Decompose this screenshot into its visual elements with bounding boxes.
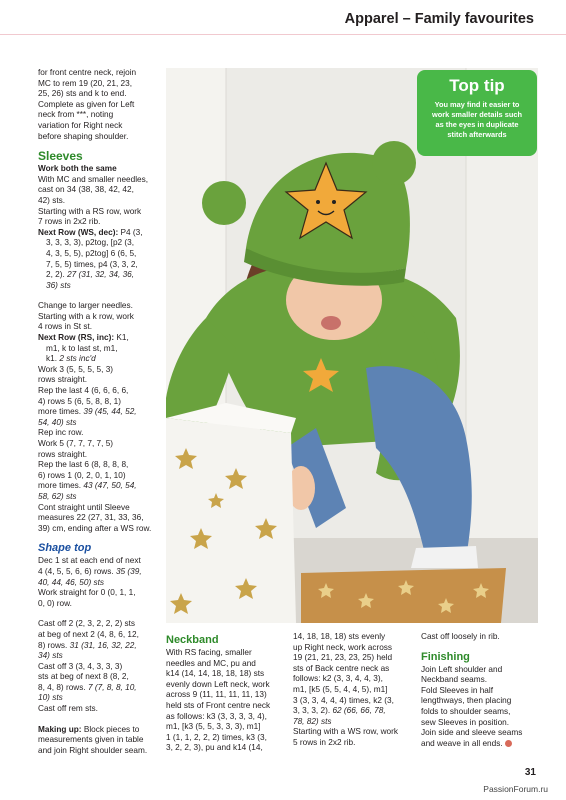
section-title: Family favourites [414,11,534,27]
text-line: 5 rows in 2x2 rib. [293,737,356,747]
text-line: m1, [k3 (5, 5, 3, 3, 3), m1] [166,722,261,732]
header-rule [0,34,566,35]
stitch-count: 40, 44, 46, 50) sts [38,577,105,587]
text-line: follows: k2 (3, 3, 4, 4, 3), [293,674,383,684]
text-line: more times. [38,407,84,417]
text-line: Rep the last 4 (6, 6, 6, 6, [38,386,129,396]
text-line: k1. [46,354,60,364]
text-line: rows straight. [38,449,88,459]
text-line: evenly down Left neck, work [166,679,270,689]
text-line: Work 3 (5, 5, 5, 5, 3) [38,364,114,374]
text-line: 2, 2). [46,270,68,280]
top-tip-title: Top tip [449,76,505,95]
text-line: P4 (3, [118,227,143,237]
text-line: before shaping shoulder. [38,131,129,141]
text-line: Change to larger needles. [38,301,133,311]
text-line: 3, 3, 3, 3), p2tog, [p2 (3, [46,238,135,248]
text-line: Complete as given for Left [38,99,135,109]
text-line: Rep inc row. [38,428,84,438]
top-tip-text [423,100,531,140]
stitch-count: 2 sts inc'd [59,354,96,364]
text-line: more times. [38,481,84,491]
stitch-count: 54, 40) sts [38,417,77,427]
stitch-count: 35 (39, [115,566,142,576]
text-line: With MC and smaller needles, [38,174,149,184]
text-line: rows straight. [38,375,88,385]
running-header [345,11,534,27]
text-line: work smaller details such [432,110,522,119]
text-line: and join Right shoulder seam. [38,745,148,755]
page-number: 31 [524,767,536,778]
text-line: K1, [114,333,129,343]
text-line: Starting with a RS row, work [38,206,142,216]
making-up-label: Making up: [38,724,82,734]
text-line: Rep the last 6 (8, 8, 8, 8, [38,460,129,470]
section-label: Apparel [344,11,399,27]
text-line: 14, 18, 18, 18) sts evenly [293,632,386,641]
row-label: Next Row (RS, inc): [38,333,115,343]
text-line: Join side and sleeve seams [421,728,523,738]
stitch-count: 34) sts [38,651,63,661]
text-line: Starting with a WS row, work [293,727,398,737]
text-line: cast on 34 (38, 38, 42, 42, [38,185,134,195]
text-line: m1, k to last st, m1, [46,343,118,353]
text-line: 8) rows. [38,640,70,650]
text-line: 4, 3, 5, 5), p2tog] 6 (6, 5, [46,248,137,258]
text-line: as the eyes in duplicate [435,120,519,129]
subheading: Work both the same [38,164,117,174]
text-line: 0, 0) row. [38,598,72,608]
text-line: up Right neck, work across [293,642,393,652]
text-line: across 9 (11, 11, 11, 11, 13) [166,690,267,700]
text-line: MC to rem 19 (20, 21, 23, [38,78,133,88]
text-line: Cast off 2 (2, 3, 2, 2, 2) sts [38,619,136,629]
text-line: Work straight for 0 (0, 1, 1, [38,588,136,598]
text-line: sts at beg of next 8 (8, 2, [38,672,129,682]
pattern-column-1 [38,68,163,756]
stitch-count: 36) sts [46,280,71,290]
text-line: for front centre neck, rejoin [38,68,137,77]
pattern-column-4 [421,632,537,749]
stitch-count: 43 (47, 50, 54, [83,481,137,491]
text-line: folds to shoulder seams, [421,706,511,716]
text-line: 3 (3, 3, 4, 4, 4) times, k2 (3, [293,695,394,705]
text-line: 25, 26) sts and k to end. [38,89,127,99]
text-line: 4 rows in St st. [38,322,93,332]
text-line: 8, 4, 8) rows. [38,682,88,692]
text-line: sts of Back centre neck as [293,663,390,673]
text-line: 3, 2, 2, 3), pu and k14 (14, [166,743,263,753]
text-line: m1, [k5 (5, 5, 4, 4, 5), m1] [293,684,388,694]
pattern-column-3 [293,632,415,749]
text-line: 4 (4, 5, 5, 6, 6) rows. [38,566,116,576]
top-tip-box [417,70,537,156]
text-line: Fold Sleeves in half [421,685,493,695]
text-line: Dec 1 st at each end of next [38,556,141,566]
sleeves-heading: Sleeves [38,149,83,164]
text-line: k14 (14, 14, 18, 18, 18) sts [166,669,265,679]
text-line: 4) rows 5 (6, 5, 8, 8, 1) [38,396,121,406]
text-line: 6) rows 1 (0, 2, 0, 1, 10) [38,470,126,480]
pattern-column-2 [166,632,288,754]
text-line: 7 rows in 2x2 rib. [38,217,101,227]
text-line: With RS facing, smaller [166,648,252,657]
text-line: Cont straight until Sleeve [38,502,130,512]
text-line: 39) cm, ending after a WS row. [38,523,152,533]
text-line: You may find it easier to [434,100,520,109]
text-line: measures 22 (27, 31, 33, 36, [38,513,144,523]
stitch-count: 39 (45, 44, 52, [83,407,137,417]
text-line: and weave in all ends. [421,738,503,748]
shape-top-heading: Shape top [38,542,92,555]
watermark: PassionForum.ru [483,784,548,794]
end-mark-icon [505,740,512,747]
text-line: 3, 3, 3, 2). [293,706,333,716]
text-line: lengthways, then placing [421,696,512,706]
stitch-count: 58, 62) sts [38,491,77,501]
text-line: measurements given in table [38,735,144,745]
row-label: Next Row (WS, dec): [38,227,119,237]
text-line: variation for Right neck [38,120,123,130]
text-line: at beg of next 2 (4, 8, 6, 12, [38,629,139,639]
stitch-count: 62 (66, 66, 78, [332,706,386,716]
header-separator: – [402,11,411,27]
text-line: stitch afterwards [447,130,507,139]
text-line: Cast off 3 (3, 4, 3, 3, 3) [38,661,123,671]
finishing-heading: Finishing [421,650,470,663]
text-line: sew Sleeves in position. [421,717,510,727]
text-line: neck from ***, noting [38,110,114,120]
stitch-count: 31 (31, 16, 32, 22, [69,640,137,650]
text-line: 42) sts. [38,195,66,205]
text-line: 19 (21, 21, 23, 23, 25) held [293,653,393,663]
text-line: Block pieces to [81,724,140,734]
stitch-count: 7 (7, 8, 8, 10, [87,682,137,692]
text-line: Starting with a k row, work [38,311,134,321]
stitch-count: 27 (31, 32, 34, 36, [67,270,135,280]
text-line: Work 5 (7, 7, 7, 7, 5) [38,439,114,448]
text-line: Cast off rem sts. [38,704,98,714]
text-line: 7, 5, 5) times, p4 (3, 3, 2, [46,259,138,269]
stitch-count: 10) sts [38,693,63,703]
text-line: needles and MC, pu and [166,658,256,668]
text-line: 1 (1, 1, 2, 2, 2) times, k3 (3, [166,732,267,742]
text-line: held sts of Front centre neck [166,700,271,710]
text-line: Cast off loosely in rib. [421,632,500,641]
text-line: as follows: k3 (3, 3, 3, 3, 4), [166,711,267,721]
neckband-heading: Neckband [166,634,219,646]
text-line: Neckband seams. [421,675,488,685]
stitch-count: 78, 82) sts [293,716,332,726]
text-line: Join Left shoulder and [421,664,503,674]
